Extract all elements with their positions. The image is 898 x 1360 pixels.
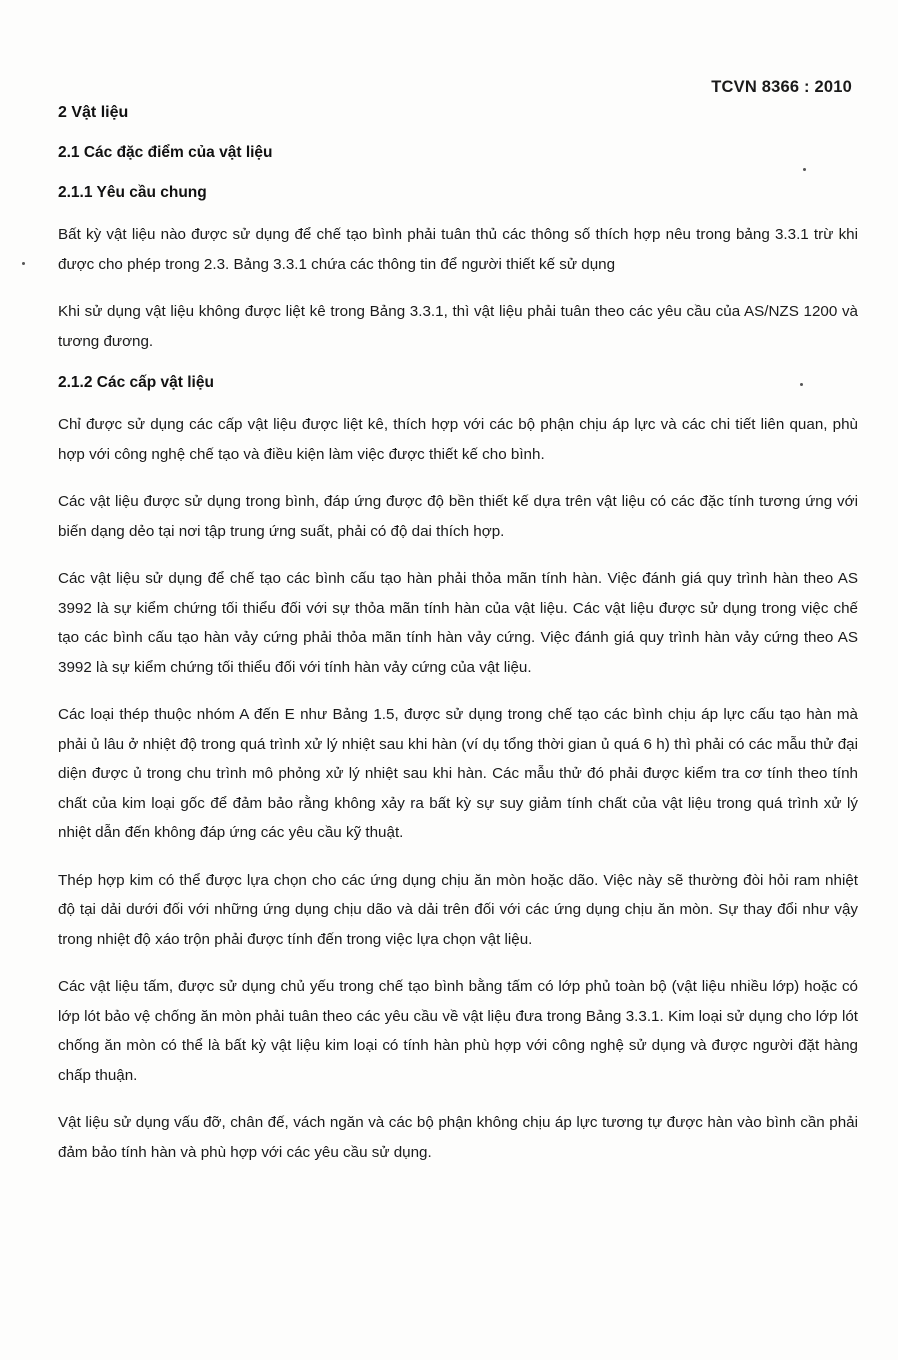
paragraph: Thép hợp kim có thể được lựa chọn cho các ứng dụng chịu ăn mòn hoặc dão. Việc này sẽ thường đòi hỏi ram nhiệt độ tại dải dưới đối với những ứng dụng chịu dão và dải trên đối với các ứng dụng chịu ăn mòn. Sự thay đổi như vậy trong nhiệt độ xáo trộn phải được tính đến trong việc lựa chọn vật liệu.: [58, 871, 858, 948]
general-requirements-heading: 2.1.1 Yêu cầu chung: [58, 184, 207, 201]
subsection-heading: 2.1 Các đặc điểm của vật liệu: [58, 144, 273, 161]
paragraph: Bất kỳ vật liệu nào được sử dụng để chế tạo bình phải tuân thủ các thông số thích hợp nêu trong bảng 3.3.1 trừ khi được cho phép trong 2.3. Bảng 3.3.1 chứa các thông tin để người thiết kế sử dụng: [58, 226, 858, 273]
paragraph: Các vật liệu tấm, được sử dụng chủ yếu trong chế tạo bình bằng tấm có lớp phủ toàn bộ (vật liệu nhiều lớp) hoặc có lớp lót bảo vệ chống ăn mòn phải tuân theo các yêu cầu về vật liệu đưa trong Bảng 3.3.1. Kim loại sử dụng cho lớp lót chống ăn mòn có thể là bất kỳ vật liệu kim loại có tính hàn phù hợp với công nghệ sử dụng và được người đặt hàng chấp thuận.: [58, 978, 858, 1084]
paragraph: Các vật liệu được sử dụng trong bình, đáp ứng được độ bền thiết kế dựa trên vật liệu có các đặc tính tương ứng với biến dạng dẻo tại nơi tập trung ứng suất, phải có độ dai thích hợp.: [58, 493, 858, 540]
scan-speck: [800, 383, 803, 386]
section-heading: 2 Vật liệu: [58, 104, 129, 121]
standard-code: TCVN 8366 : 2010: [711, 78, 852, 96]
paragraph: Các loại thép thuộc nhóm A đến E như Bảng 1.5, được sử dụng trong chế tạo các bình chịu áp lực cấu tạo hàn mà phải ủ lâu ở nhiệt độ trong quá trình xử lý nhiệt sau khi hàn (ví dụ tổng thời gian ủ quá 6 h) thì phải có các mẫu thử đại diện được ủ trong chu trình mô phỏng xử lý nhiệt sau khi hàn. Các mẫu thử đó phải được kiểm tra cơ tính theo tính chất của kim loại gốc để đảm bảo rằng không xảy ra bất kỳ sự suy giảm tính chất của vật liệu trong quá trình xử lý nhiệt dẫn đến không đáp ứng các yêu cầu kỹ thuật.: [58, 706, 858, 841]
paragraph: Các vật liệu sử dụng để chế tạo các bình cấu tạo hàn phải thỏa mãn tính hàn. Việc đánh giá quy trình hàn theo AS 3992 là sự kiểm chứng tối thiểu đối với sự thỏa mãn tính hàn của vật liệu. Các vật liệu được sử dụng trong việc chế tạo các bình cấu tạo hàn vảy cứng phải thỏa mãn tính hàn vảy cứng. Việc đánh giá quy trình hàn vảy cứng theo AS 3992 là sự kiểm chứng tối thiểu đối với tính hàn vảy cứng của vật liệu.: [58, 570, 858, 676]
material-grades-heading: 2.1.2 Các cấp vật liệu: [58, 374, 214, 391]
paragraph: Khi sử dụng vật liệu không được liệt kê trong Bảng 3.3.1, thì vật liệu phải tuân theo các yêu cầu của AS/NZS 1200 và tương đương.: [58, 303, 858, 350]
scan-speck: [803, 168, 806, 171]
paragraph: Vật liệu sử dụng vấu đỡ, chân đế, vách ngăn và các bộ phận không chịu áp lực tương tự được hàn vào bình cần phải đảm bảo tính hàn và phù hợp với các yêu cầu sử dụng.: [58, 1114, 858, 1161]
paragraph: Chỉ được sử dụng các cấp vật liệu được liệt kê, thích hợp với các bộ phận chịu áp lực và các chi tiết liên quan, phù hợp với công nghệ chế tạo và điều kiện làm việc được thiết kế cho bình.: [58, 416, 858, 463]
document-body: [58, 104, 858, 1185]
scan-speck: [22, 262, 25, 265]
